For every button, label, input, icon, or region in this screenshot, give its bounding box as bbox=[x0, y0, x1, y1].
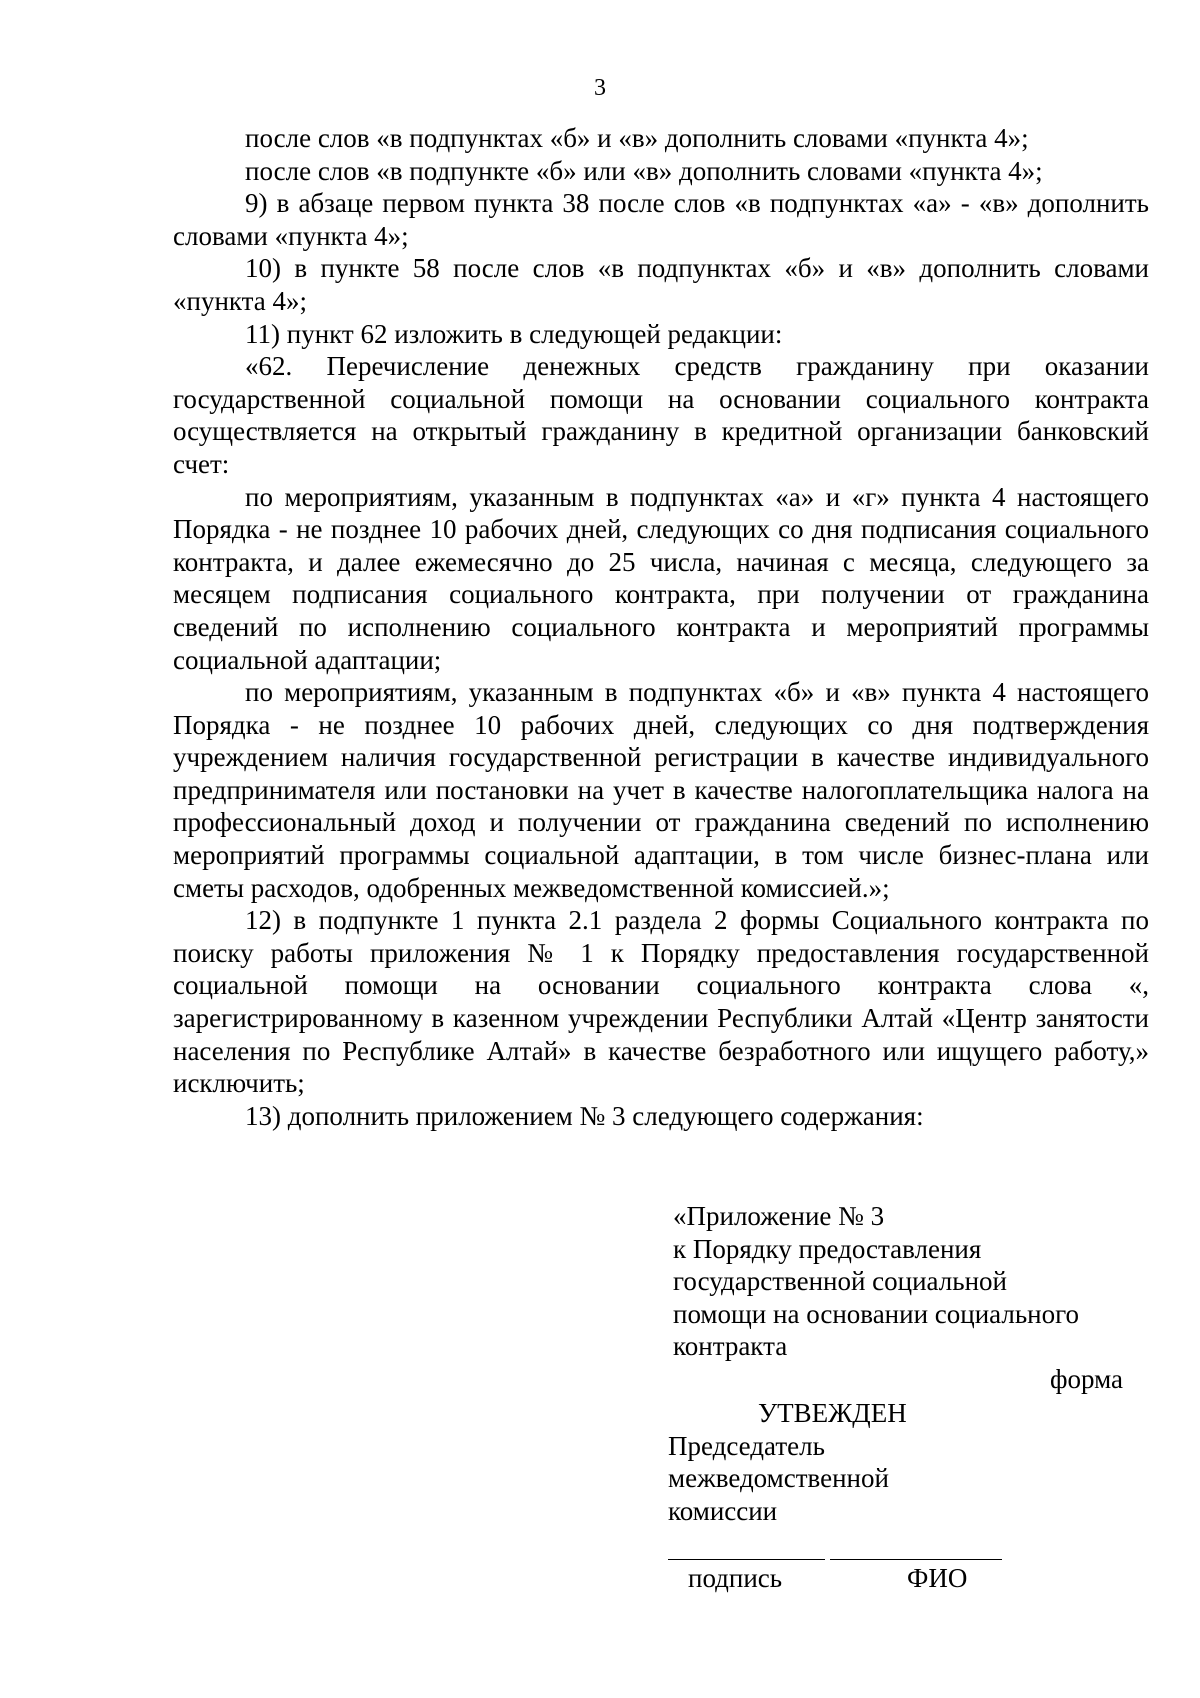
paragraph: по мероприятиям, указанным в подпунктах «б» и «в» пункта 4 настоящего Порядка - не позднее 10 рабочих дней, следующих со дня подтверждения учреждением наличия государственной регистрации в качестве индивидуального предпринимателя или постановки на учет в качестве налогоплательщика налога на профессиональный доход и получении от гражданина сведений по исполнению мероприятий программы социальной адаптации, в том числе бизнес-плана или сметы расходов, одобренных межведомственной комиссией.»; bbox=[173, 677, 1149, 903]
approved-heading: УТВЕЖДЕН bbox=[758, 1398, 907, 1428]
signature-label: подпись bbox=[688, 1563, 783, 1593]
approval-block bbox=[668, 1397, 1088, 1527]
form-label: форма bbox=[1050, 1364, 1123, 1394]
paragraph: 11) пункт 62 изложить в следующей редакции: bbox=[245, 318, 783, 349]
appendix-line: контракта bbox=[673, 1331, 788, 1362]
document-body bbox=[173, 122, 1149, 1132]
appendix-line: государственной социальной bbox=[673, 1266, 1007, 1297]
signer-line: Председатель bbox=[668, 1430, 825, 1461]
appendix-line: помощи на основании социального bbox=[673, 1298, 1080, 1329]
name-underline bbox=[830, 1559, 1002, 1560]
signer-line: межведомственной bbox=[668, 1463, 889, 1494]
paragraph: «62. Перечисление денежных средств гражданину при оказании государственной социальной помощи на основании социального контракта осуществляется на открытый гражданину в кредитной организации банковский счет: bbox=[173, 351, 1149, 479]
paragraph: после слов «в подпунктах «б» и «в» дополнить словами «пункта 4»; bbox=[245, 123, 1029, 153]
paragraph: 9) в абзаце первом пункта 38 после слов «в подпунктах «а» - «в» дополнить словами «пункта 4»; bbox=[173, 188, 1149, 251]
signature-underline bbox=[668, 1559, 825, 1560]
paragraph: 12) в подпункте 1 пункта 2.1 раздела 2 формы Социального контракта по поиску работы приложения № 1 к Порядку предоставления государственной социальной помощи на основании социального контракта слова «, зарегистрированному в казенном учреждении Республики Алтай «Центр занятости населения по Республике Алтай» в качестве безработного или ищущего работу,» исключить; bbox=[173, 905, 1149, 1099]
name-label: ФИО bbox=[907, 1563, 968, 1593]
page-number: 3 bbox=[594, 75, 606, 101]
paragraph: 13) дополнить приложением № 3 следующего содержания: bbox=[245, 1100, 924, 1131]
appendix-header bbox=[673, 1200, 1133, 1363]
paragraph: 10) в пункте 58 после слов «в подпунктах «б» и «в» дополнить словами «пункта 4»; bbox=[173, 253, 1149, 316]
appendix-line: к Порядку предоставления bbox=[673, 1233, 982, 1264]
signer-line: комиссии bbox=[668, 1495, 778, 1526]
paragraph: после слов «в подпункте «б» или «в» дополнить словами «пункта 4»; bbox=[245, 155, 1043, 186]
paragraph: по мероприятиям, указанным в подпунктах «а» и «г» пункта 4 настоящего Порядка - не позднее 10 рабочих дней, следующих со дня подписания социального контракта, и далее ежемесячно до 25 числа, начиная с месяца, следующего за месяцем подписания социального контракта, при получении от гражданина сведений по исполнению социального контракта и мероприятий программы социальной адаптации; bbox=[173, 481, 1149, 675]
appendix-line: «Приложение № 3 bbox=[673, 1201, 885, 1231]
